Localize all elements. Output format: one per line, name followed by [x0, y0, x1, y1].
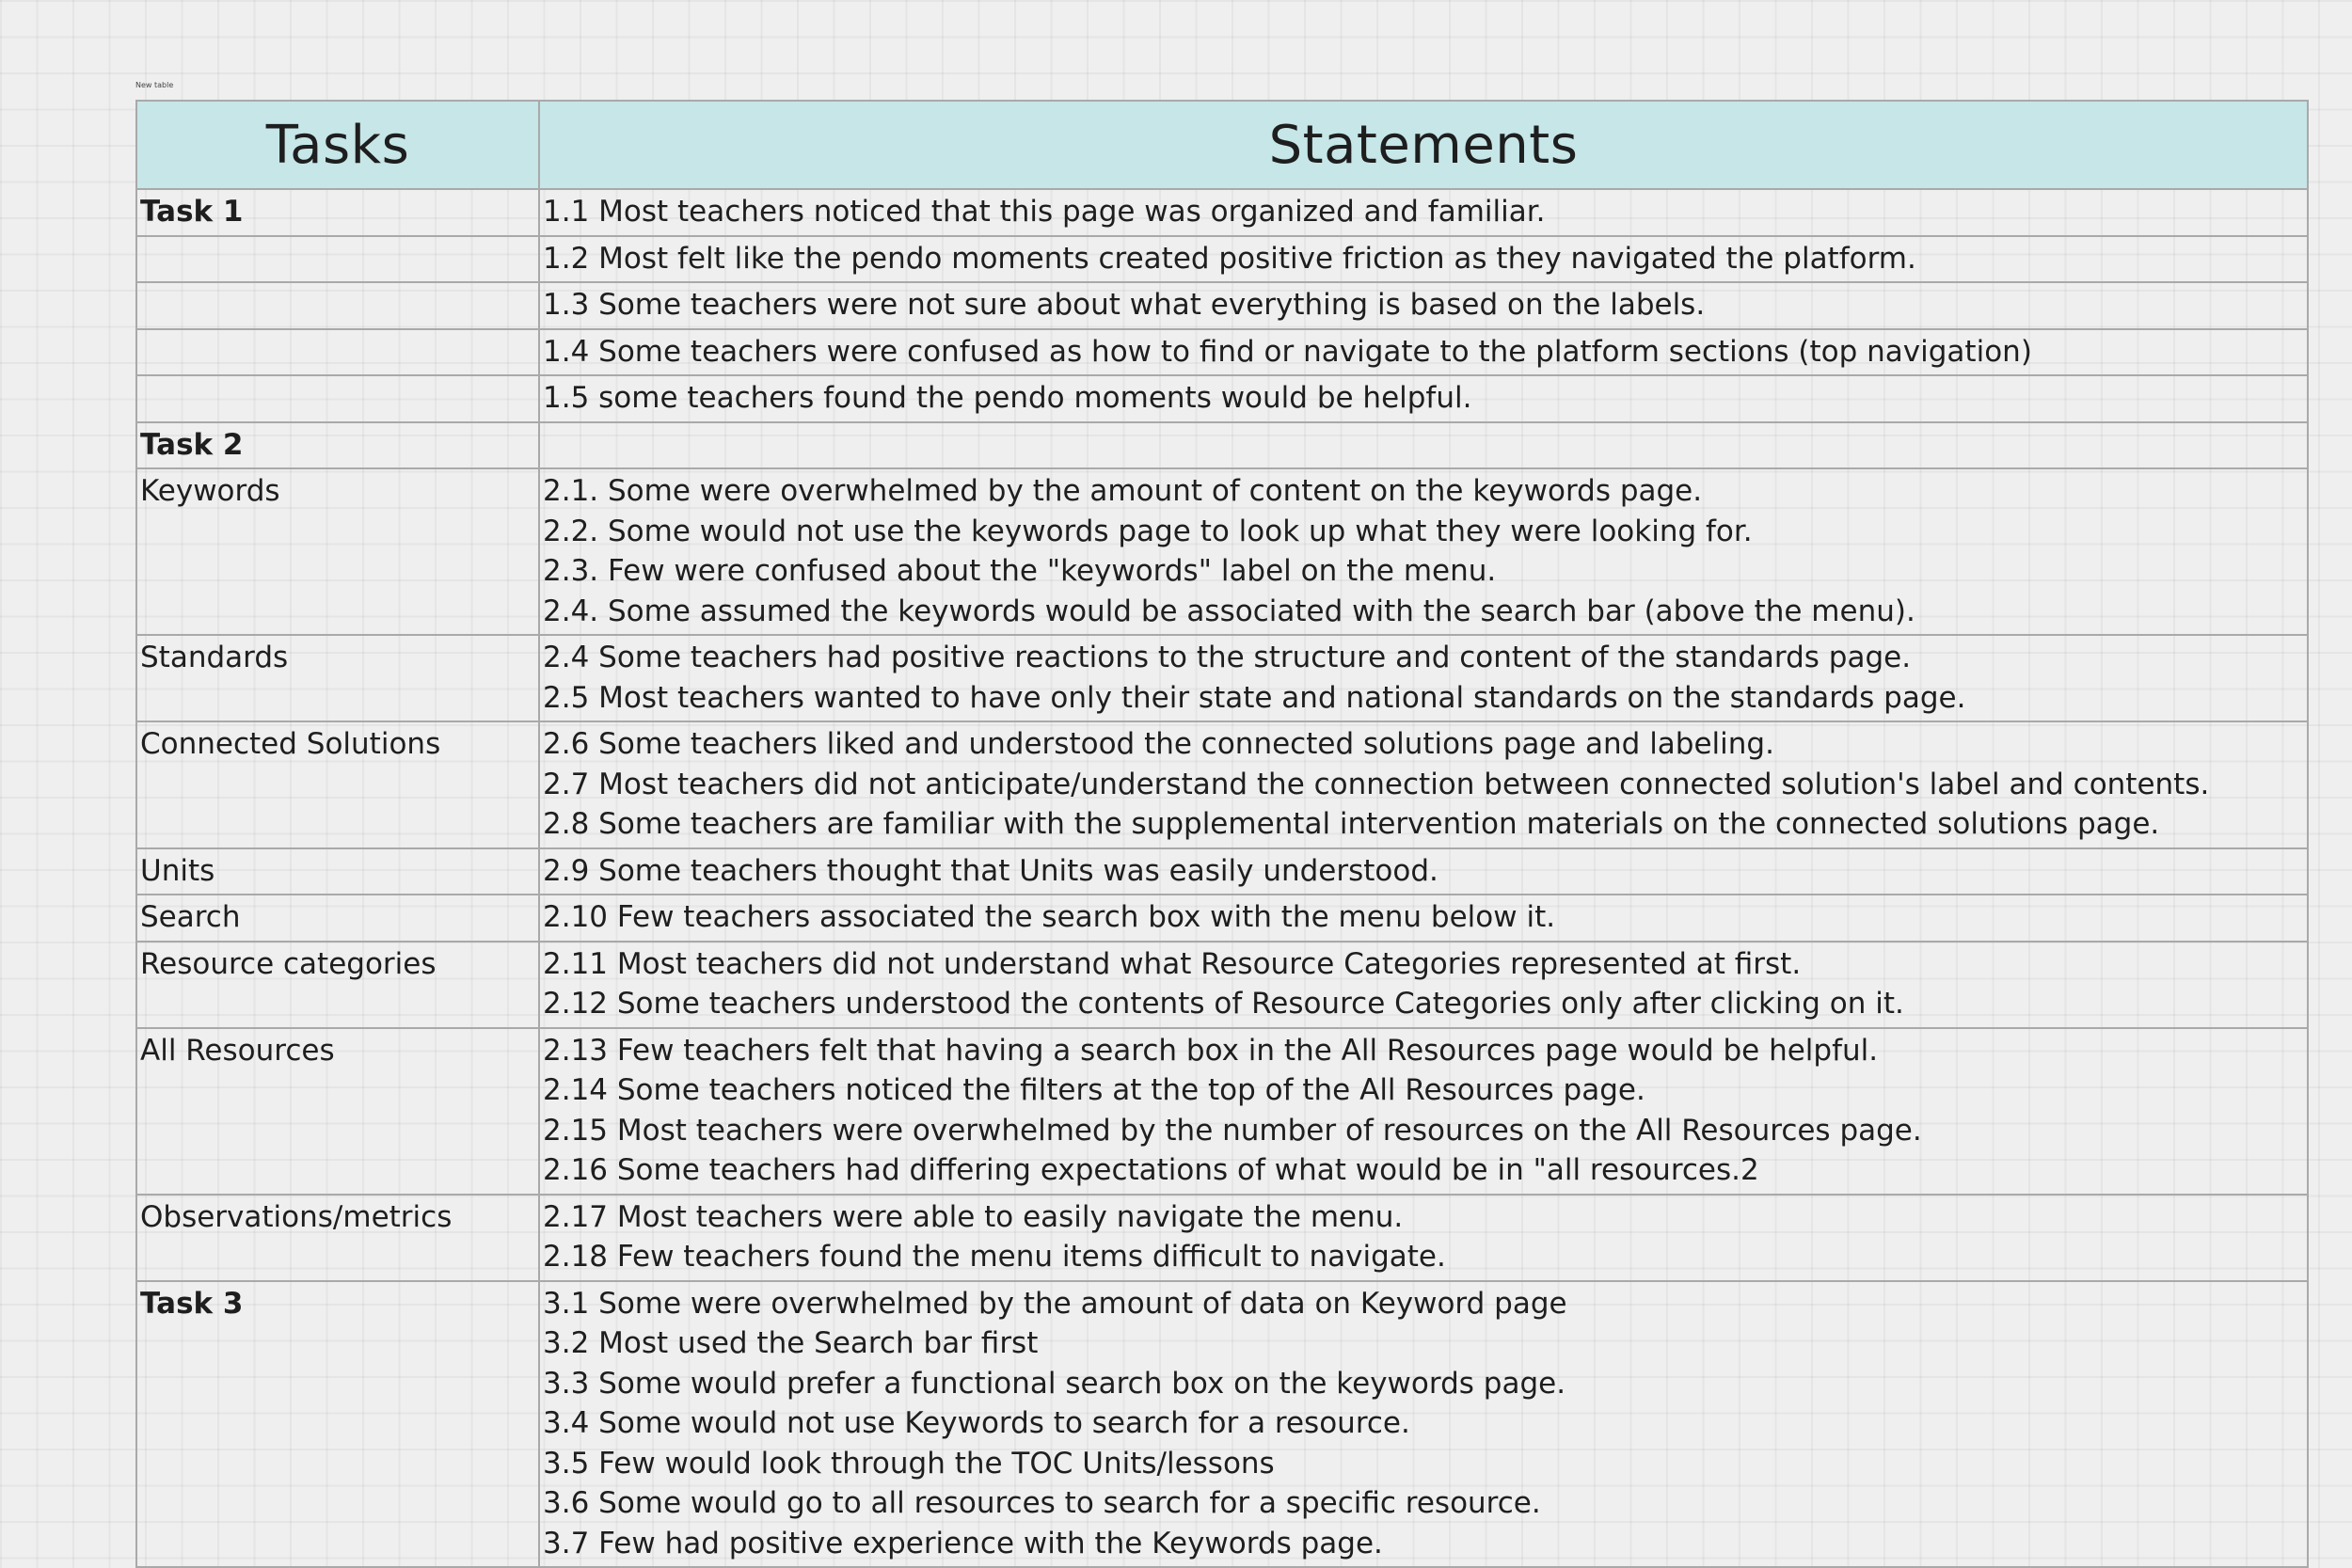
- table-row: [136, 189, 2308, 236]
- task-cell[interactable]: Connected Solutions: [136, 721, 539, 848]
- column-header-statements[interactable]: Statements: [539, 101, 2308, 189]
- statements-cell[interactable]: [539, 848, 2308, 895]
- statement-line: 2.11 Most teachers did not understand what Resource Categories represented at first.: [543, 946, 1802, 981]
- task-cell[interactable]: [136, 282, 539, 329]
- task-cell[interactable]: Task 1: [136, 189, 539, 236]
- statement-line: 2.13 Few teachers felt that having a search box in the All Resources page would be helpful.: [543, 1033, 1879, 1068]
- statement-line: 2.1. Some were overwhelmed by the amount of content on the keywords page.: [543, 474, 1703, 508]
- table-body: [136, 189, 2308, 1567]
- statements-cell[interactable]: [539, 422, 2308, 469]
- statement-line: 2.15 Most teachers were overwhelmed by the number of resources on the All Resources page.: [543, 1113, 1922, 1148]
- task-cell[interactable]: Keywords: [136, 468, 539, 635]
- table-row: [136, 329, 2308, 376]
- table-title-label: New table: [135, 81, 174, 89]
- column-header-tasks[interactable]: Tasks: [136, 101, 539, 189]
- statement-line: 2.7 Most teachers did not anticipate/understand the connection between connected solution's label and contents.: [543, 767, 2210, 801]
- task-cell[interactable]: Observations/metrics: [136, 1195, 539, 1281]
- statement-line: 1.5 some teachers found the pendo moments would be helpful.: [543, 381, 1472, 415]
- statement-line: 2.9 Some teachers thought that Units was easily understood.: [543, 853, 1438, 888]
- statements-cell[interactable]: [539, 236, 2308, 283]
- statement-line: 2.4 Some teachers had positive reactions to the structure and content of the standards page.: [543, 641, 1912, 674]
- task-cell[interactable]: Resource categories: [136, 942, 539, 1028]
- statement-line: 2.10 Few teachers associated the search box with the menu below it.: [543, 900, 1556, 934]
- statement-line: 3.4 Some would not use Keywords to search for a resource.: [543, 1406, 1410, 1440]
- statement-line: 1.2 Most felt like the pendo moments created positive friction as they navigated the platform.: [543, 241, 1916, 276]
- statements-cell[interactable]: [539, 895, 2308, 942]
- task-cell[interactable]: [136, 329, 539, 376]
- statements-cell[interactable]: [539, 942, 2308, 1028]
- statement-line: 2.18 Few teachers found the menu items difficult to navigate.: [543, 1240, 1446, 1274]
- task-cell[interactable]: Units: [136, 848, 539, 895]
- task-cell[interactable]: Task 2: [136, 422, 539, 469]
- task-cell[interactable]: [136, 375, 539, 422]
- statement-line: 2.12 Some teachers understood the contents of Resource Categories only after clicking on it.: [543, 987, 1904, 1021]
- statement-line: 2.17 Most teachers were able to easily navigate the menu.: [543, 1199, 1404, 1234]
- header-row: [136, 101, 2308, 189]
- table-row: [136, 422, 2308, 469]
- statements-cell[interactable]: [539, 189, 2308, 236]
- statement-line: 1.1 Most teachers noticed that this page was organized and familiar.: [543, 195, 1546, 229]
- task-cell[interactable]: [136, 236, 539, 283]
- statements-cell[interactable]: [539, 329, 2308, 376]
- statements-cell[interactable]: [539, 468, 2308, 635]
- statement-line: 3.6 Some would go to all resources to search for a specific resource.: [543, 1486, 1541, 1520]
- table-row: [136, 236, 2308, 283]
- statements-cell[interactable]: [539, 635, 2308, 721]
- table-row: [136, 1195, 2308, 1281]
- statement-line: 2.2. Some would not use the keywords page to look up what they were looking for.: [543, 514, 1753, 548]
- statements-cell[interactable]: [539, 375, 2308, 422]
- task-cell[interactable]: Search: [136, 895, 539, 942]
- statements-cell[interactable]: [539, 1195, 2308, 1281]
- statement-line: 3.5 Few would look through the TOC Units/lessons: [543, 1446, 1275, 1481]
- table-row: [136, 942, 2308, 1028]
- statement-line: 3.2 Most used the Search bar first: [543, 1326, 1039, 1360]
- statement-line: 2.4. Some assumed the keywords would be associated with the search bar (above the menu).: [543, 594, 1915, 628]
- table-row: [136, 375, 2308, 422]
- statements-cell[interactable]: [539, 721, 2308, 848]
- statement-line: 1.3 Some teachers were not sure about what everything is based on the labels.: [543, 288, 1706, 322]
- table-row: [136, 282, 2308, 329]
- statement-line: 2.14 Some teachers noticed the filters at the top of the All Resources page.: [543, 1073, 1645, 1107]
- statements-cell[interactable]: [539, 282, 2308, 329]
- statement-line: 3.3 Some would prefer a functional search box on the keywords page.: [543, 1366, 1566, 1401]
- table-row: [136, 721, 2308, 848]
- statement-line: 1.4 Some teachers were confused as how to find or navigate to the platform sections (top navigation): [543, 334, 2032, 369]
- table-row: [136, 848, 2308, 895]
- table-row: [136, 1281, 2308, 1568]
- statement-line: 3.1 Some were overwhelmed by the amount of data on Keyword page: [543, 1286, 1567, 1321]
- statement-line: 2.3. Few were confused about the "keywords" label on the menu.: [543, 554, 1497, 588]
- statements-cell[interactable]: [539, 1028, 2308, 1195]
- statement-line: 2.5 Most teachers wanted to have only their state and national standards on the standards page.: [543, 680, 1966, 715]
- statement-line: 2.6 Some teachers liked and understood the connected solutions page and labeling.: [543, 727, 1774, 761]
- statements-cell[interactable]: [539, 1281, 2308, 1568]
- statement-line: 3.7 Few had positive experience with the Keywords page.: [543, 1526, 1383, 1560]
- table-row: [136, 635, 2308, 721]
- statement-line: [543, 425, 2304, 466]
- statement-line: 2.16 Some teachers had differing expectations of what would be in "all resources.2: [543, 1153, 1759, 1187]
- table-row: [136, 468, 2308, 635]
- table-row: [136, 1028, 2308, 1195]
- findings-table-container: [135, 100, 2307, 1568]
- table-row: [136, 895, 2308, 942]
- task-cell[interactable]: Task 3: [136, 1281, 539, 1568]
- task-cell[interactable]: All Resources: [136, 1028, 539, 1195]
- findings-table: [135, 100, 2309, 1568]
- statement-line: 2.8 Some teachers are familiar with the supplemental intervention materials on the connected solutions page.: [543, 807, 2160, 841]
- task-cell[interactable]: Standards: [136, 635, 539, 721]
